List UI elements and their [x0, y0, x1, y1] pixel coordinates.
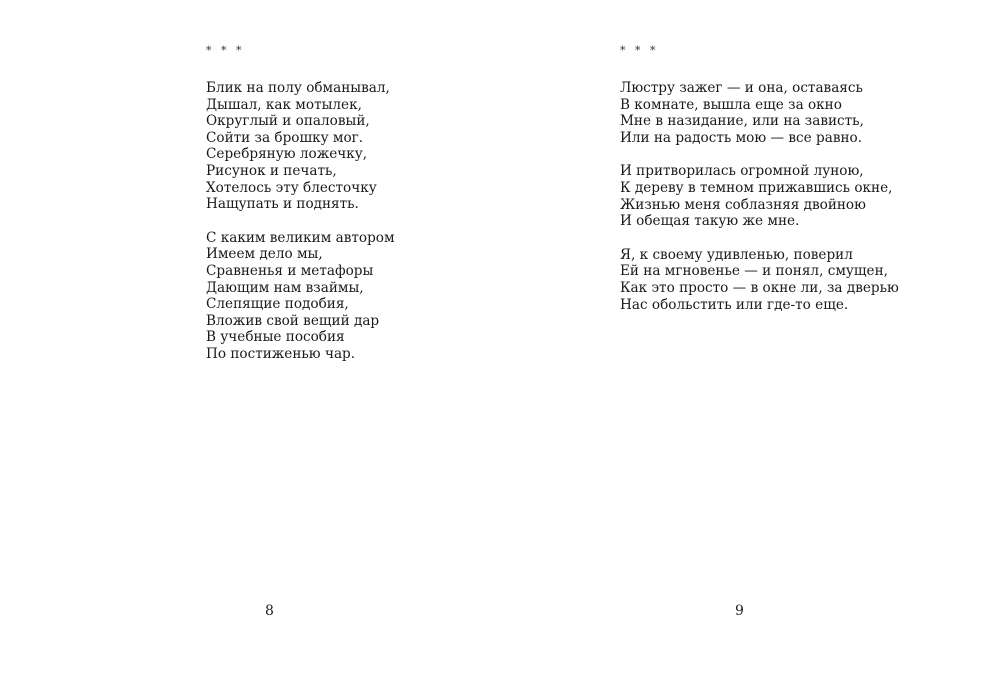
poem-line: Рисунок и печать,: [206, 162, 337, 179]
poem-line: По постиженью чар.: [206, 345, 356, 362]
poem-line: Жизнью меня соблазняя двойною: [620, 196, 866, 213]
poem-line: Сойти за брошку мог.: [206, 129, 364, 146]
stanza: [620, 247, 899, 313]
poem-line: Округлый и опаловый,: [206, 113, 370, 130]
poem-line: В комнате, вышла еще за окно: [620, 96, 842, 113]
poem-line: Или на радость мою — все равно.: [620, 129, 863, 146]
poem-line: Дышал, как мотылек,: [206, 96, 362, 113]
stanza: [206, 230, 395, 363]
poem-line: Мне в назидание, или на зависть,: [620, 113, 864, 130]
poem-line: И притворилась огромной луною,: [620, 163, 864, 180]
poem-line: Нас обольстить или где-то еще.: [620, 296, 849, 313]
stanza: [620, 163, 899, 229]
poem-line: К дереву в темном прижавшись окне,: [620, 179, 893, 196]
poem-line: Нащупать и поднять.: [206, 196, 359, 213]
poem-line: С каким великим автором: [206, 229, 395, 246]
poem-line: Сравненья и метафоры: [206, 262, 374, 279]
poem-line: Ей на мгновенье — и понял, смущен,: [620, 263, 888, 280]
stanza: [620, 80, 899, 146]
poem-line: Вложив свой вещий дар: [206, 312, 380, 329]
page-number: 8: [265, 603, 274, 619]
poem-line: В учебные пособия: [206, 329, 345, 346]
poem-line: Как это просто — в окне ли, за дверью: [620, 279, 899, 296]
section-separator: * * *: [620, 44, 659, 57]
page-number: 9: [735, 603, 744, 619]
poem-line: Я, к своему удивленью, поверил: [620, 246, 853, 263]
poem-line: Имеем дело мы,: [206, 246, 323, 263]
poem-left: [206, 80, 395, 380]
poem-right: [620, 80, 899, 330]
poem-line: Блик на полу обманывал,: [206, 80, 390, 96]
poem-line: Дающим нам взаймы,: [206, 279, 364, 296]
poem-line: Серебряную ложечку,: [206, 146, 368, 163]
poem-line: Хотелось эту блесточку: [206, 179, 377, 196]
poem-line: И обещая такую же мне.: [620, 213, 800, 230]
stanza: [206, 80, 395, 213]
poem-line: Слепящие подобия,: [206, 296, 349, 313]
section-separator: * * *: [206, 44, 245, 57]
poem-line: Люстру зажег — и она, оставаясь: [620, 80, 863, 96]
right-page: [500, 0, 1000, 679]
